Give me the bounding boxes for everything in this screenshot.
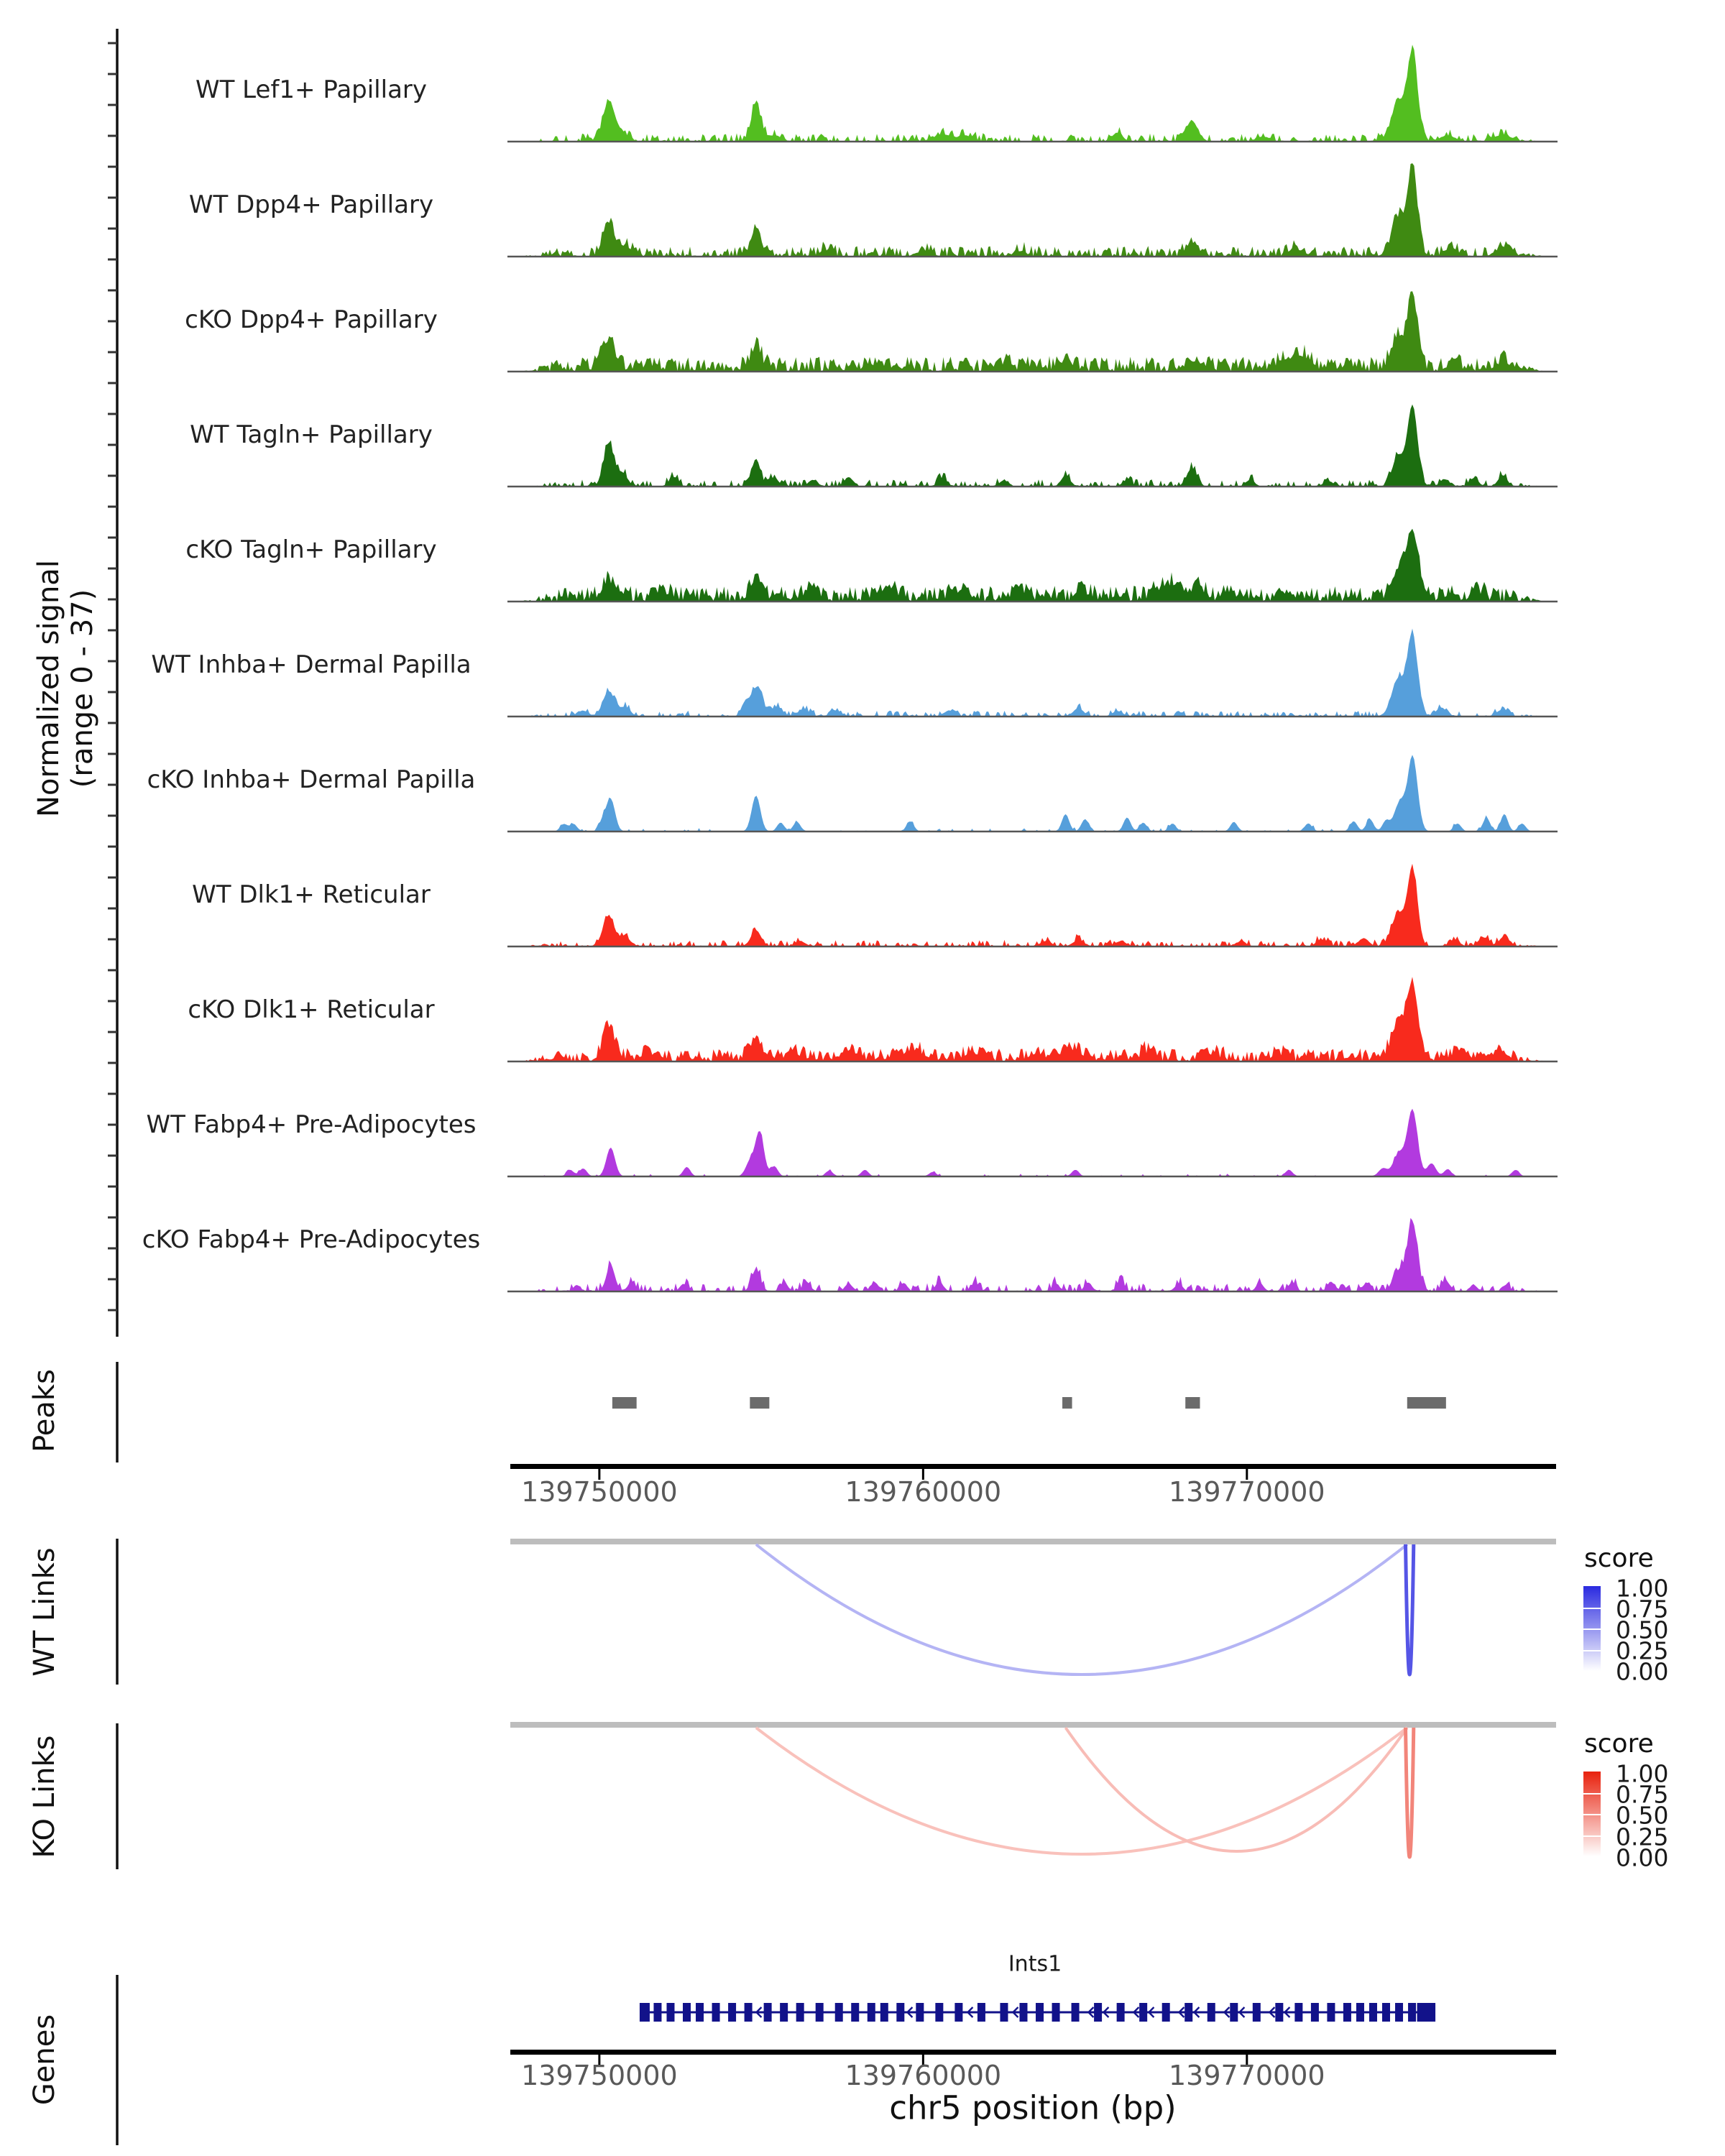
legend-notch <box>1583 1835 1601 1837</box>
genome-axis-bar <box>510 2050 1556 2055</box>
link-arc <box>756 1728 1407 1854</box>
x-axis-title: chr5 position (bp) <box>889 2088 1177 2127</box>
links-axis-bar <box>510 1722 1556 1728</box>
gene-exon <box>683 2003 691 2022</box>
signal-area-10 <box>510 1109 1556 1176</box>
ko-legend-tick-4: 0.25 <box>1616 1823 1669 1851</box>
signal-area-3 <box>510 291 1556 372</box>
legend-notch <box>1583 1608 1601 1609</box>
gene-exon <box>1275 2003 1283 2022</box>
wt-legend-tick-2: 0.75 <box>1616 1595 1669 1623</box>
wt-legend-tick-1: 1.00 <box>1616 1574 1669 1603</box>
gene-exon <box>1356 2003 1364 2022</box>
signal-area-9 <box>510 977 1556 1061</box>
ko-legend-tick-1: 1.00 <box>1616 1759 1669 1788</box>
track-label-7: cKO Inhba+ Dermal Papilla <box>147 765 476 794</box>
gene-exon <box>916 2003 924 2022</box>
ko-legend-tick-5: 0.00 <box>1616 1843 1669 1872</box>
gene-exon <box>640 2003 650 2022</box>
gene-exon <box>868 2003 875 2022</box>
gene-exon <box>1230 2003 1238 2022</box>
link-arc <box>756 1544 1407 1674</box>
gene-exon <box>1408 2003 1416 2022</box>
signal-area-2 <box>510 163 1556 257</box>
track-label-8: WT Dlk1+ Reticular <box>192 880 431 909</box>
gene-exon <box>712 2003 720 2022</box>
ko-legend-title: score <box>1584 1729 1654 1759</box>
gene-exon <box>880 2003 888 2022</box>
signal-area-1 <box>510 45 1556 142</box>
gene-exon <box>764 2003 772 2022</box>
wt-legend-gradient-bar <box>1583 1586 1601 1671</box>
y-axis-label-line2: (range 0 - 37) <box>66 589 99 788</box>
legend-notch <box>1583 1650 1601 1651</box>
ko-legend-tick-2: 0.75 <box>1616 1780 1669 1809</box>
gene-exon <box>1253 2003 1261 2022</box>
genome-axis-bar <box>510 1464 1556 1469</box>
axis-tick-label: 139760000 <box>845 1476 1002 1508</box>
link-arc <box>1406 1544 1414 1674</box>
signal-area-6 <box>510 629 1556 717</box>
gene-exon <box>728 2003 736 2022</box>
gene-exon <box>666 2003 674 2022</box>
gene-exon <box>1019 2003 1027 2022</box>
track-label-6: WT Inhba+ Dermal Papilla <box>151 650 472 679</box>
gene-exon <box>796 2003 804 2022</box>
gene-exon <box>1421 2003 1435 2022</box>
gene-exon <box>1000 2003 1008 2022</box>
ko-legend-tick-3: 0.50 <box>1616 1801 1669 1830</box>
axis-tick-label: 139770000 <box>1169 2060 1325 2091</box>
axis-tick-label: 139760000 <box>845 2060 1002 2091</box>
wt-legend-tick-3: 0.50 <box>1616 1616 1669 1644</box>
peak-interval <box>1407 1397 1446 1409</box>
y-axis-label <box>32 560 100 817</box>
gene-exon <box>1294 2003 1302 2022</box>
legend-notch <box>1583 1793 1601 1795</box>
gene-exon <box>1052 2003 1060 2022</box>
wt-legend-tick-5: 0.00 <box>1616 1657 1669 1686</box>
gene-exon <box>745 2003 753 2022</box>
axis-tick-label: 139770000 <box>1169 1476 1325 1508</box>
axis-tick-label: 139750000 <box>521 2060 678 2091</box>
gene-exon <box>851 2003 859 2022</box>
gene-exon <box>1162 2003 1170 2022</box>
gene-exon <box>696 2003 704 2022</box>
signal-area-4 <box>510 405 1556 487</box>
y-axis-label-line1: Normalized signal <box>32 560 65 817</box>
track-label-10: WT Fabp4+ Pre-Adipocytes <box>146 1110 477 1139</box>
peak-interval <box>1185 1397 1200 1409</box>
peak-interval <box>750 1397 769 1409</box>
track-label-5: cKO Tagln+ Papillary <box>185 535 437 564</box>
gene-exon <box>1139 2003 1147 2022</box>
gene-exon <box>653 2003 661 2022</box>
section-label-peaks: Peaks <box>28 1369 61 1452</box>
gene-name-label: Ints1 <box>1008 1951 1062 1977</box>
track-label-3: cKO Dpp4+ Papillary <box>185 305 438 334</box>
link-arc <box>1406 1728 1414 1857</box>
section-label-ko-links: KO Links <box>28 1735 61 1858</box>
signal-area-5 <box>510 529 1556 602</box>
track-label-9: cKO Dlk1+ Reticular <box>188 995 435 1024</box>
gene-exon <box>1036 2003 1044 2022</box>
gene-exon <box>1117 2003 1125 2022</box>
links-axis-bar <box>510 1539 1556 1544</box>
legend-notch <box>1583 1814 1601 1815</box>
gene-exon <box>1072 2003 1080 2022</box>
track-label-1: WT Lef1+ Papillary <box>195 75 428 104</box>
link-arc <box>1066 1728 1407 1851</box>
signal-area-8 <box>510 864 1556 946</box>
track-label-2: WT Dpp4+ Papillary <box>188 190 434 219</box>
gene-exon <box>835 2003 843 2022</box>
gene-exon <box>1343 2003 1351 2022</box>
signal-area-7 <box>510 755 1556 831</box>
peak-interval <box>1062 1397 1072 1409</box>
gene-exon <box>896 2003 904 2022</box>
section-label-genes: Genes <box>28 2014 61 2106</box>
gene-exon <box>1327 2003 1335 2022</box>
axis-tick-label: 139750000 <box>521 1476 678 1508</box>
wt-legend-tick-4: 0.25 <box>1616 1636 1669 1665</box>
gene-exon <box>1208 2003 1215 2022</box>
peak-interval <box>612 1397 637 1409</box>
gene-exon <box>1311 2003 1319 2022</box>
section-label-wt-links: WT Links <box>28 1547 61 1677</box>
gene-exon <box>1094 2003 1102 2022</box>
signal-area-11 <box>510 1218 1556 1291</box>
gene-exon <box>978 2003 985 2022</box>
legend-notch <box>1583 1628 1601 1630</box>
gene-exon <box>1382 2003 1390 2022</box>
wt-legend-title: score <box>1584 1544 1654 1573</box>
gene-exon <box>1184 2003 1192 2022</box>
gene-exon <box>1395 2003 1403 2022</box>
gene-exon <box>935 2003 943 2022</box>
gene-exon <box>780 2003 788 2022</box>
track-label-11: cKO Fabp4+ Pre-Adipocytes <box>142 1225 481 1254</box>
gene-exon <box>954 2003 962 2022</box>
track-label-4: WT Tagln+ Papillary <box>190 420 433 449</box>
gene-exon <box>1369 2003 1377 2022</box>
ko-legend-gradient-bar <box>1583 1772 1601 1856</box>
gene-exon <box>816 2003 824 2022</box>
